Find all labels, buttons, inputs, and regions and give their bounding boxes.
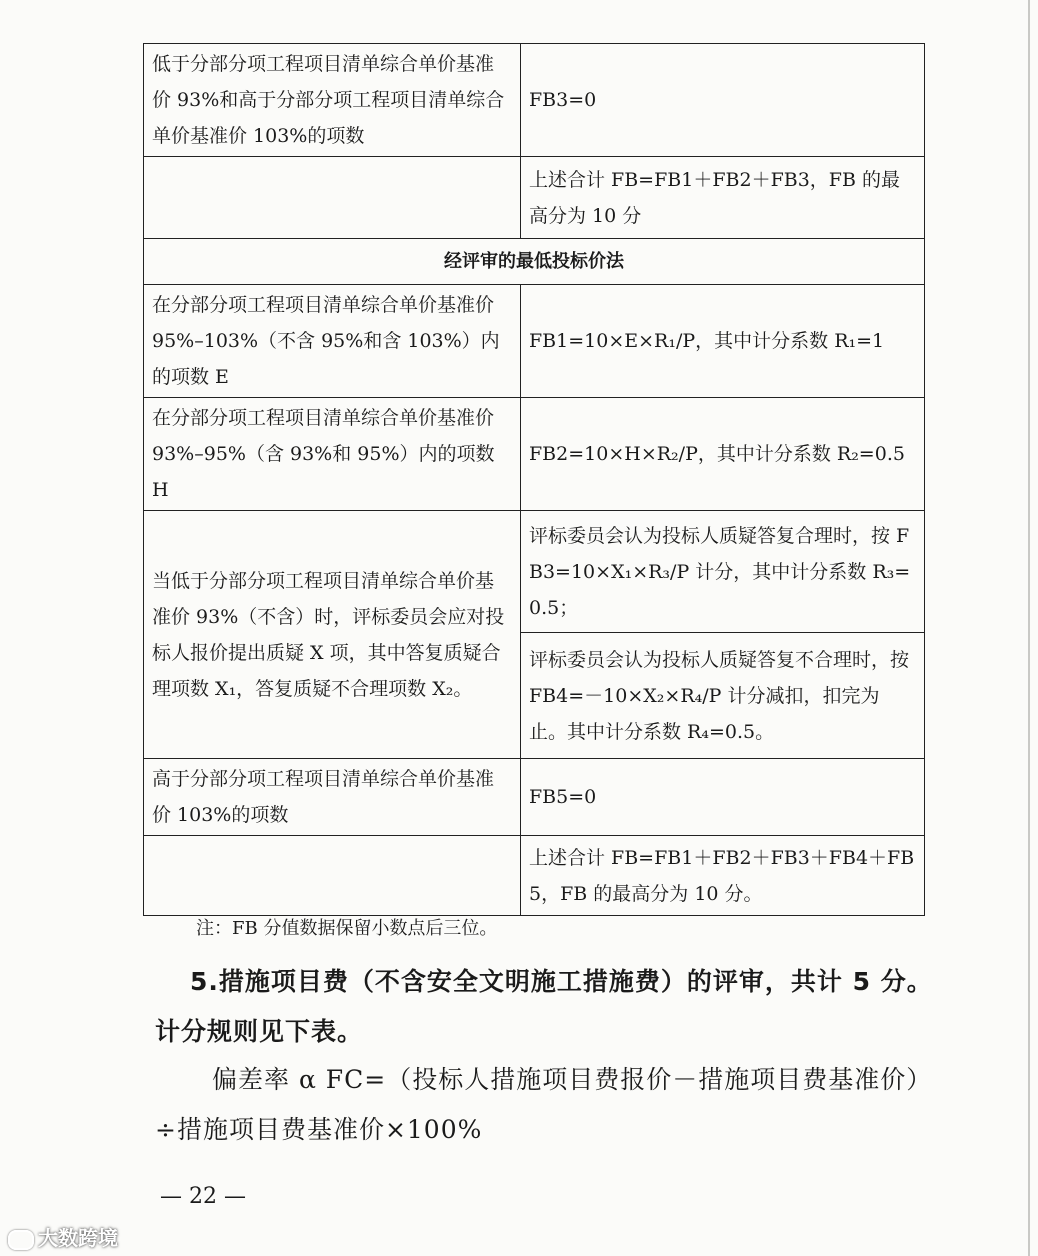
table-cell: [144, 157, 521, 239]
table-cell: 在分部分项工程项目清单综合单价基准价 95%–103%（不含 95%和含 103%）内的项数 E: [144, 285, 521, 398]
method-header: 经评审的最低投标价法: [144, 239, 925, 285]
table-cell: 低于分部分项工程项目清单综合单价基准价 93%和高于分部分项工程项目清单综合单价基准价 103%的项数: [144, 44, 521, 157]
formula-line: 偏差率 α FC=（投标人措施项目费报价－措施项目费基准价）: [212, 1065, 933, 1094]
page-number: — 22 —: [160, 1184, 246, 1209]
table-row: [144, 398, 925, 511]
table-cell: FB1=10×E×R₁/P，其中计分系数 R₁=1: [521, 285, 925, 398]
table-row: [144, 157, 925, 239]
table-cell: FB2=10×H×R₂/P，其中计分系数 R₂=0.5: [521, 398, 925, 511]
table-row: [144, 285, 925, 398]
section-heading-continued: 计分规则见下表。: [155, 1017, 364, 1046]
table-cell: FB5=0: [521, 759, 925, 836]
table-row: [144, 511, 925, 633]
watermark: [8, 1222, 118, 1251]
table-row: [144, 759, 925, 836]
table-cell: 评标委员会认为投标人质疑答复不合理时，按 FB4=－10×X₂×R₄/P 计分减扣，扣完为止。其中计分系数 R₄=0.5。: [521, 633, 925, 759]
table-note: 注：FB 分值数据保留小数点后三位。: [196, 918, 498, 939]
table-row: [144, 44, 925, 157]
table-cell: FB3=0: [521, 44, 925, 157]
watermark-logo-icon: [8, 1230, 34, 1250]
table-row: [144, 836, 925, 916]
formula-line-continued: ÷措施项目费基准价×100%: [155, 1115, 483, 1144]
table-cell: 在分部分项工程项目清单综合单价基准价 93%–95%（含 93%和 95%）内的项数 H: [144, 398, 521, 511]
table-cell: [144, 836, 521, 916]
section-heading: 5.措施项目费（不含安全文明施工措施费）的评审，共计 5 分。: [190, 967, 933, 996]
table-cell: 上述合计 FB=FB1＋FB2＋FB3，FB 的最高分为 10 分: [521, 157, 925, 239]
table-cell: 当低于分部分项工程项目清单综合单价基准价 93%（不含）时，评标委员会应对投标人报价提出质疑 X 项，其中答复质疑合理项数 X₁，答复质疑不合理项数 X₂。: [144, 511, 521, 759]
table-cell: 上述合计 FB=FB1＋FB2＋FB3＋FB4＋FB5，FB 的最高分为 10 分。: [521, 836, 925, 916]
watermark-text: 大数跨境: [38, 1226, 118, 1250]
table-cell: 评标委员会认为投标人质疑答复合理时，按 FB3=10×X₁×R₃/P 计分，其中计分系数 R₃=0.5；: [521, 511, 925, 633]
page-edge: [1028, 0, 1030, 1256]
table-header-row: [144, 239, 925, 285]
table-cell: 高于分部分项工程项目清单综合单价基准价 103%的项数: [144, 759, 521, 836]
scoring-table: [143, 43, 925, 916]
